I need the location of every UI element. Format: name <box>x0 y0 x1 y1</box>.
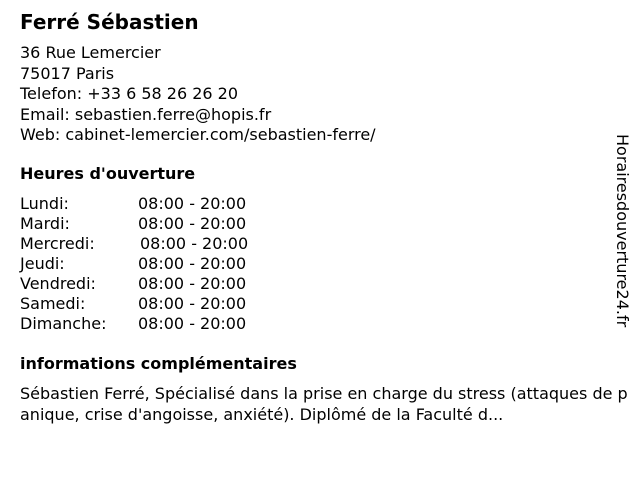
page-title: Ferré Sébastien <box>20 10 199 34</box>
time-range: 08:00 - 20:00 <box>138 294 247 313</box>
day-label: Lundi: <box>20 194 69 213</box>
website: Web: cabinet-lemercier.com/sebastien-ferre/ <box>20 125 376 144</box>
day-label: Vendredi: <box>20 274 96 293</box>
contact-details <box>20 43 376 146</box>
hours-row-wednesday <box>20 234 280 254</box>
site-watermark: Horairesdouverture24.fr <box>613 134 632 328</box>
time-range: 08:00 - 20:00 <box>138 314 247 333</box>
opening-hours-heading: Heures d'ouverture <box>20 164 196 183</box>
phone: Telefon: +33 6 58 26 26 20 <box>20 84 239 103</box>
city: 75017 Paris <box>20 63 115 83</box>
additional-info-text: Sébastien Ferré, Spécialisé dans la prise en charge du stress (attaques de panique, crise d'angoisse, anxiété). Diplômé de la Faculté d... <box>20 384 628 424</box>
day-label: Mardi: <box>20 214 70 233</box>
email: Email: sebastien.ferre@hopis.fr <box>20 104 272 124</box>
opening-hours-table <box>20 194 280 334</box>
hours-row-tuesday <box>20 214 280 234</box>
time-range: 08:00 - 20:00 <box>138 274 247 293</box>
additional-info-heading: informations complémentaires <box>20 354 297 373</box>
time-range: 08:00 - 20:00 <box>140 234 249 253</box>
hours-row-friday <box>20 274 280 294</box>
time-range: 08:00 - 20:00 <box>138 194 247 213</box>
hours-row-monday <box>20 194 280 214</box>
time-range: 08:00 - 20:00 <box>138 214 247 233</box>
day-label: Mercredi: <box>20 234 95 253</box>
hours-row-thursday <box>20 254 280 274</box>
day-label: Dimanche: <box>20 314 107 333</box>
hours-row-saturday <box>20 294 280 314</box>
day-label: Jeudi: <box>20 254 65 273</box>
time-range: 08:00 - 20:00 <box>138 254 247 273</box>
hours-row-sunday <box>20 314 280 334</box>
street-address: 36 Rue Lemercier <box>20 43 161 62</box>
day-label: Samedi: <box>20 294 86 313</box>
